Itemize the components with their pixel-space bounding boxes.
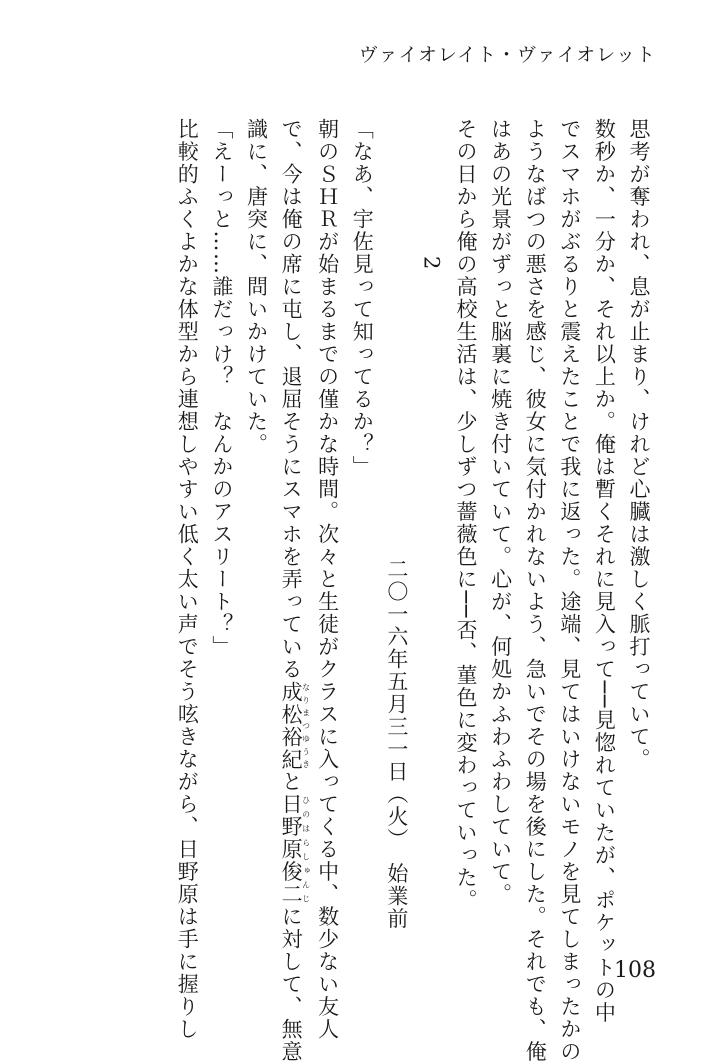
text-line: 識に、唐突に、問いかけていた。 [239, 118, 274, 958]
character-name-hinohara: 日野原俊二ひのはらしゅんじ [279, 793, 303, 906]
text-segment: で、今は俺の席に屯し、退屈そうにスマホを弄っている [279, 118, 303, 681]
text-line: 比較的ふくよかな体型から連想しやすい低く太い声でそう呟きながら、日野原は手に握りし [170, 118, 205, 958]
text-segment: に対して、無意 [279, 906, 303, 1063]
section-number: 2 [414, 118, 449, 958]
text-line: 思考が奪われ、息が止まり、けれど心臓は激しく脈打っていて。 [621, 118, 656, 958]
dialogue-line: 「えーっと……誰だっけ？ なんかのアスリート？」 [204, 118, 239, 958]
character-name-narimatsu: 成松裕紀なりまつゆうき [279, 681, 303, 771]
dialogue-line: 「なあ、宇佐見って知ってるか？」 [345, 118, 380, 958]
page-number: 108 [614, 958, 656, 983]
text-line: その日から俺の高校生活は、少しずつ薔薇色に──否、菫色に変わっていった。 [448, 118, 483, 958]
text-line: はあの光景がずっと脳裏に焼き付いていて。心が、何処かふわふわしていて。 [483, 118, 518, 958]
text-line: ようなばつの悪さを感じ、彼女に気付かれないよう、急いでその場を後にした。それでも、俺 [518, 118, 553, 958]
furigana: なりまつゆうき [302, 681, 311, 771]
running-title: ヴァイオレイト・ヴァイオレット [359, 40, 656, 67]
furigana: ひのはらしゅんじ [302, 793, 311, 906]
text-line-with-ruby [273, 118, 310, 958]
main-text [96, 118, 656, 958]
text-line: 朝のＳＨＲが始まるまでの僅かな時間。次々と生徒がクラスに入ってくる中、数少ない友人 [310, 118, 345, 958]
dateline: 二〇一六年五月三一日（火） 始業前 [379, 118, 414, 958]
text-line: でスマホがぶるりと震えたことで我に返った。途端、見てはいけないモノを見てしまったかの [552, 118, 587, 958]
text-segment: と [279, 771, 303, 794]
text-line: 数秒か、一分か、それ以上か。俺は暫くそれに見入って──見惚れていたが、ポケットの中 [587, 118, 622, 958]
